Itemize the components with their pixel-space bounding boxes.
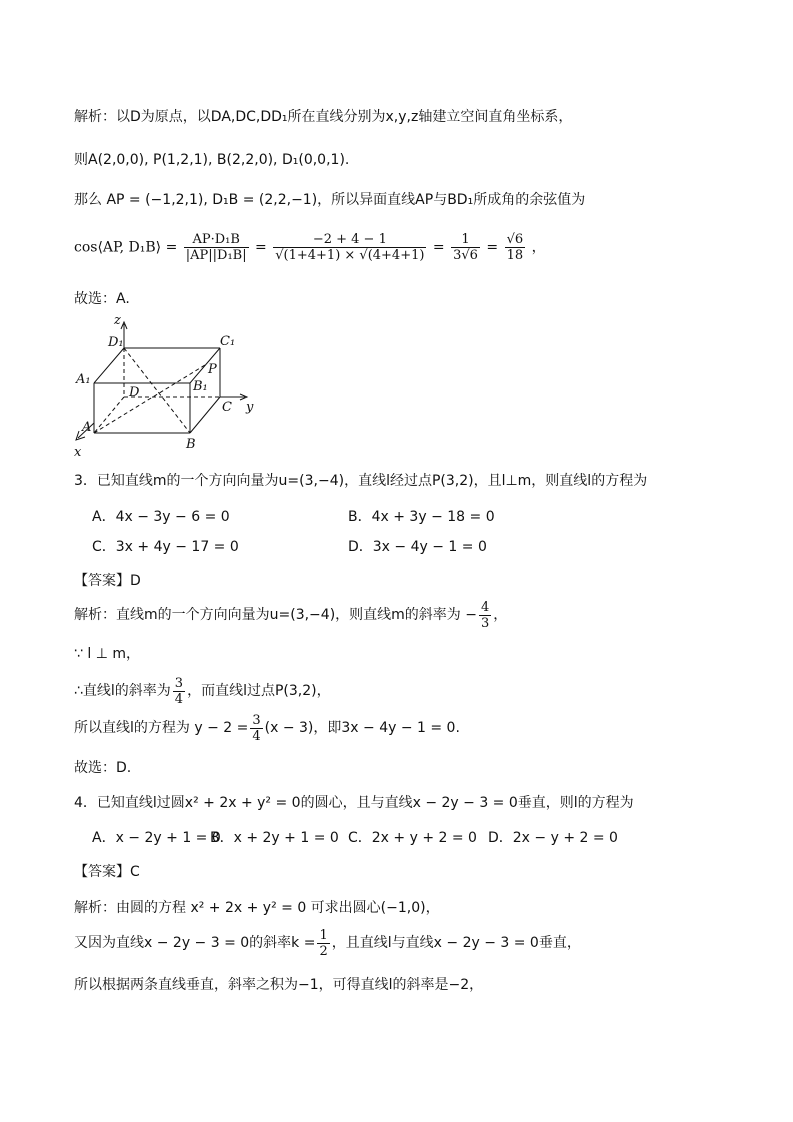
q4-option-d: D．2x − y + 2 = 0 <box>488 830 618 846</box>
q4-stem: 4．已知直线l过圆x² + 2x + y² = 0的圆心，且与直线x − 2y − 3 = 0垂直，则l的方程为 <box>74 795 634 811</box>
label-D1: D₁ <box>108 335 124 350</box>
cuboid-figure <box>70 310 270 462</box>
label-A1: A₁ <box>76 372 91 387</box>
fraction-vectors: $\frac{\text{AP·D₁B}}{\text{|AP||D₁B|}}$ <box>185 232 247 263</box>
label-z: z <box>114 313 121 328</box>
fraction-computed: $\frac{-2 + 4 - 1}{√(1+4+1) \times √(4+4+1)}$ <box>275 232 425 263</box>
choice-line-prev: 故选：A. <box>74 291 130 307</box>
q3-option-a: A．4x − 3y − 6 = 0 <box>92 509 230 525</box>
q3-option-d: D．3x − 4y − 1 = 0 <box>348 539 487 555</box>
solution-line-2: 则A(2,0,0), P(1,2,1), B(2,2,0), D₁(0,0,1). <box>74 152 350 168</box>
cos-lhs: cos⟨AP, D₁B⟩ <box>74 239 162 256</box>
q3-solution-line-1: 解析：直线m的一个方向向量为u=(3,−4)，则直线m的斜率为 − $\frac{4}{3}$ ， <box>74 599 508 631</box>
q3-choice: 故选：D. <box>74 760 132 776</box>
label-B1: B₁ <box>193 379 208 394</box>
q4-solution-line-2: 又因为直线x − 2y − 3 = 0的斜率k = $\frac{1}{2}$ ，且直线l与直线x − 2y − 3 = 0垂直， <box>74 927 581 959</box>
label-P: P <box>208 362 217 377</box>
solution-line-3: 那么 AP = (−1,2,1), D₁B = (2,2,−1)，所以异面直线AP与BD₁所成角的余弦值为 <box>74 192 586 208</box>
q3-solution-line-4: 所以直线l的方程为 y − 2 = $\frac{3}{4}$ (x − 3)，即3x − 4y − 1 = 0. <box>74 712 460 744</box>
q3-stem: 3．已知直线m的一个方向向量为u=(3,−4)，直线l经过点P(3,2)，且l⊥m，则直线l的方程为 <box>74 473 648 489</box>
q3-solution-line-2: ∵ l ⊥ m， <box>74 646 140 662</box>
q4-solution-line-1: 解析：由圆的方程 x² + 2x + y² = 0 可求出圆心(−1,0)， <box>74 900 440 916</box>
q3-solution-line-3: ∴直线l的斜率为 $\frac{3}{4}$ ，而直线l过点P(3,2)， <box>74 675 331 707</box>
q4-answer: 【答案】C <box>74 864 140 880</box>
q4-option-a: A．x − 2y + 1 = 0 <box>92 830 221 846</box>
q3-option-c: C．3x + 4y − 17 = 0 <box>92 539 239 555</box>
q3-option-b: B．4x + 3y − 18 = 0 <box>348 509 495 525</box>
cosine-formula: cos⟨AP, D₁B⟩ = $\frac{\text{AP·D₁B}}{\text{|AP||D₁B|}}$ = $\frac{-2 + 4 - 1}{√(1+4+1) \times √(4+4+1)}$ = $\frac{1}{3√6}$ = $\frac{√6}{18}$ ， <box>74 232 546 263</box>
label-B: B <box>186 437 196 452</box>
q4-option-b: B．x + 2y + 1 = 0 <box>210 830 339 846</box>
label-C: C <box>222 400 232 415</box>
label-A: A <box>82 420 92 435</box>
label-y: y <box>246 400 254 415</box>
q4-solution-line-3: 所以根据两条直线垂直，斜率之积为−1，可得直线l的斜率是−2， <box>74 977 484 993</box>
q4-option-c: C．2x + y + 2 = 0 <box>348 830 477 846</box>
solution-line-1: 解析：以D为原点，以DA,DC,DD₁所在直线分别为x,y,z轴建立空间直角坐标系， <box>74 109 573 125</box>
fraction-simplified: $\frac{1}{3√6}$ <box>453 232 478 263</box>
label-C1: C₁ <box>220 334 236 349</box>
label-D: D <box>129 385 140 400</box>
q3-answer: 【答案】D <box>74 573 141 589</box>
label-x: x <box>74 445 82 460</box>
fraction-result: $\frac{√6}{18}$ <box>506 232 524 263</box>
